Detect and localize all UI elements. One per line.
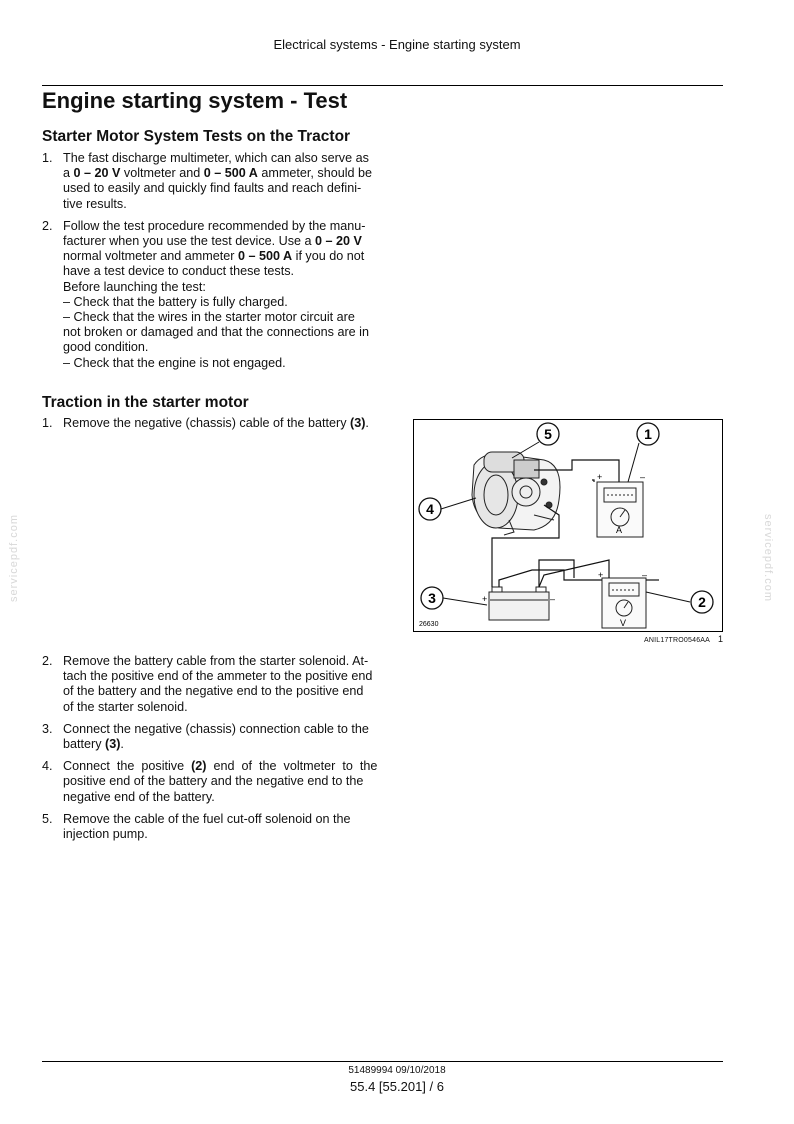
text-line: facturer when you use the test device. Use a 0 – 20 V [63, 234, 362, 249]
callout-2: 2 [698, 594, 706, 610]
spacer [42, 805, 382, 812]
text-line: injection pump. [63, 827, 148, 842]
section-heading-traction: Traction in the starter motor [42, 394, 249, 411]
text-line: – Check that the engine is not engaged. [63, 355, 286, 370]
starter-motor-illustration [472, 452, 560, 535]
watermark-right: servicepdf.com [761, 514, 774, 602]
current-range: 0 – 500 A [203, 166, 258, 181]
text-line: normal voltmeter and ammeter 0 – 500 A if you do not [63, 249, 365, 264]
text-line: tive results. [63, 196, 127, 211]
callout-ref: (3) [350, 416, 366, 430]
page-title: Engine starting system - Test [42, 88, 348, 113]
footer-rule [42, 1061, 723, 1062]
text-line: of the battery and the negative end to the positive end [63, 684, 364, 699]
text-line: Follow the test procedure recommended by the manu- [63, 218, 366, 233]
spacer [42, 715, 382, 722]
callout-3: 3 [428, 590, 436, 606]
spacer [42, 212, 382, 219]
callout-circles [419, 423, 713, 613]
voltmeter-plus: + [598, 570, 604, 580]
text-line: Remove the cable of the fuel cut-off solenoid on the [63, 811, 351, 826]
figure-caption-code: ANIL17TRO0546AA [644, 637, 711, 644]
battery-plus: + [482, 594, 488, 604]
list-number: 1. [42, 151, 53, 165]
text-line: have a test device to conduct these tests. [63, 264, 295, 279]
text-line: Remove the negative (chassis) cable of the battery (3). [63, 416, 369, 430]
text-line: Remove the battery cable from the starter solenoid. At- [63, 654, 369, 668]
text-line: – Check that the battery is fully charged. [63, 294, 288, 309]
text-line: good condition. [63, 340, 149, 355]
voltage-range: 0 – 20 V [73, 166, 121, 181]
callout-4: 4 [426, 501, 434, 517]
battery-minus: – [550, 594, 556, 604]
text-line: negative end of the battery. [63, 789, 215, 804]
list-number: 3. [42, 721, 53, 736]
list-number: 1. [42, 416, 53, 430]
callout-ref: (3) [105, 737, 121, 752]
ammeter-plus: + [597, 472, 603, 482]
list-number: 4. [42, 759, 53, 774]
text-line: – Check that the wires in the starter motor circuit are [63, 310, 355, 325]
voltmeter-label: V [620, 618, 627, 628]
section-heading-starter-tests: Starter Motor System Tests on the Tractor [42, 128, 351, 145]
current-range: 0 – 500 A [237, 249, 293, 264]
figure-number: 1 [718, 634, 724, 644]
ammeter-minus: – [640, 472, 646, 482]
list-item [42, 654, 382, 715]
footer-doc-id: 51489994 09/10/2018 [348, 1065, 446, 1076]
header-rule [42, 85, 723, 86]
text-line: used to easily and quickly find faults and reach defini- [63, 181, 362, 196]
callout-ref: (2) [191, 759, 207, 774]
text-line: of the starter solenoid. [63, 699, 188, 714]
list-item [42, 812, 382, 842]
footer-page-number: 55.4 [55.201] / 6 [350, 1079, 444, 1094]
list-item [42, 151, 382, 212]
watermark-left: servicepdf.com [7, 514, 20, 602]
list-number: 2. [42, 654, 53, 668]
list-number: 2. [42, 218, 53, 233]
callout-5: 5 [544, 426, 552, 442]
text-line: Connect the negative (chassis) connection cable to the [63, 721, 369, 736]
text-line: tach the positive end of the ammeter to the positive end [63, 669, 373, 684]
text-line: not broken or damaged and that the connections are in [63, 325, 369, 340]
text-line: a 0 – 20 V voltmeter and 0 – 500 A ammeter, should be [63, 166, 373, 181]
traction-steps-list-b [42, 654, 382, 842]
spacer [42, 752, 382, 759]
battery-illustration [489, 587, 549, 620]
voltmeter-minus: – [642, 570, 648, 580]
traction-steps-list-a [42, 416, 382, 431]
wiring-diagram-figure [413, 419, 723, 632]
starter-tests-list [42, 151, 382, 371]
wiring-diagram [414, 420, 722, 631]
callout-1: 1 [644, 426, 652, 442]
running-header: Electrical systems - Engine starting system [273, 37, 521, 52]
ammeter-label: A [616, 525, 623, 535]
text-line: Before launching the test: [63, 279, 206, 294]
text-line: battery (3). [63, 737, 124, 752]
list-item [42, 219, 382, 371]
text-line: positive end of the battery and the negative end to the [63, 774, 364, 789]
text-line: The fast discharge multimeter, which can also serve as [63, 151, 369, 165]
list-number: 5. [42, 811, 53, 826]
list-item [42, 759, 382, 805]
text-line: Connect the positive (2) end of the voltmeter to the [63, 759, 378, 774]
list-item [42, 416, 382, 431]
voltage-range: 0 – 20 V [315, 234, 362, 249]
image-code: 26630 [419, 621, 439, 628]
list-item [42, 722, 382, 752]
